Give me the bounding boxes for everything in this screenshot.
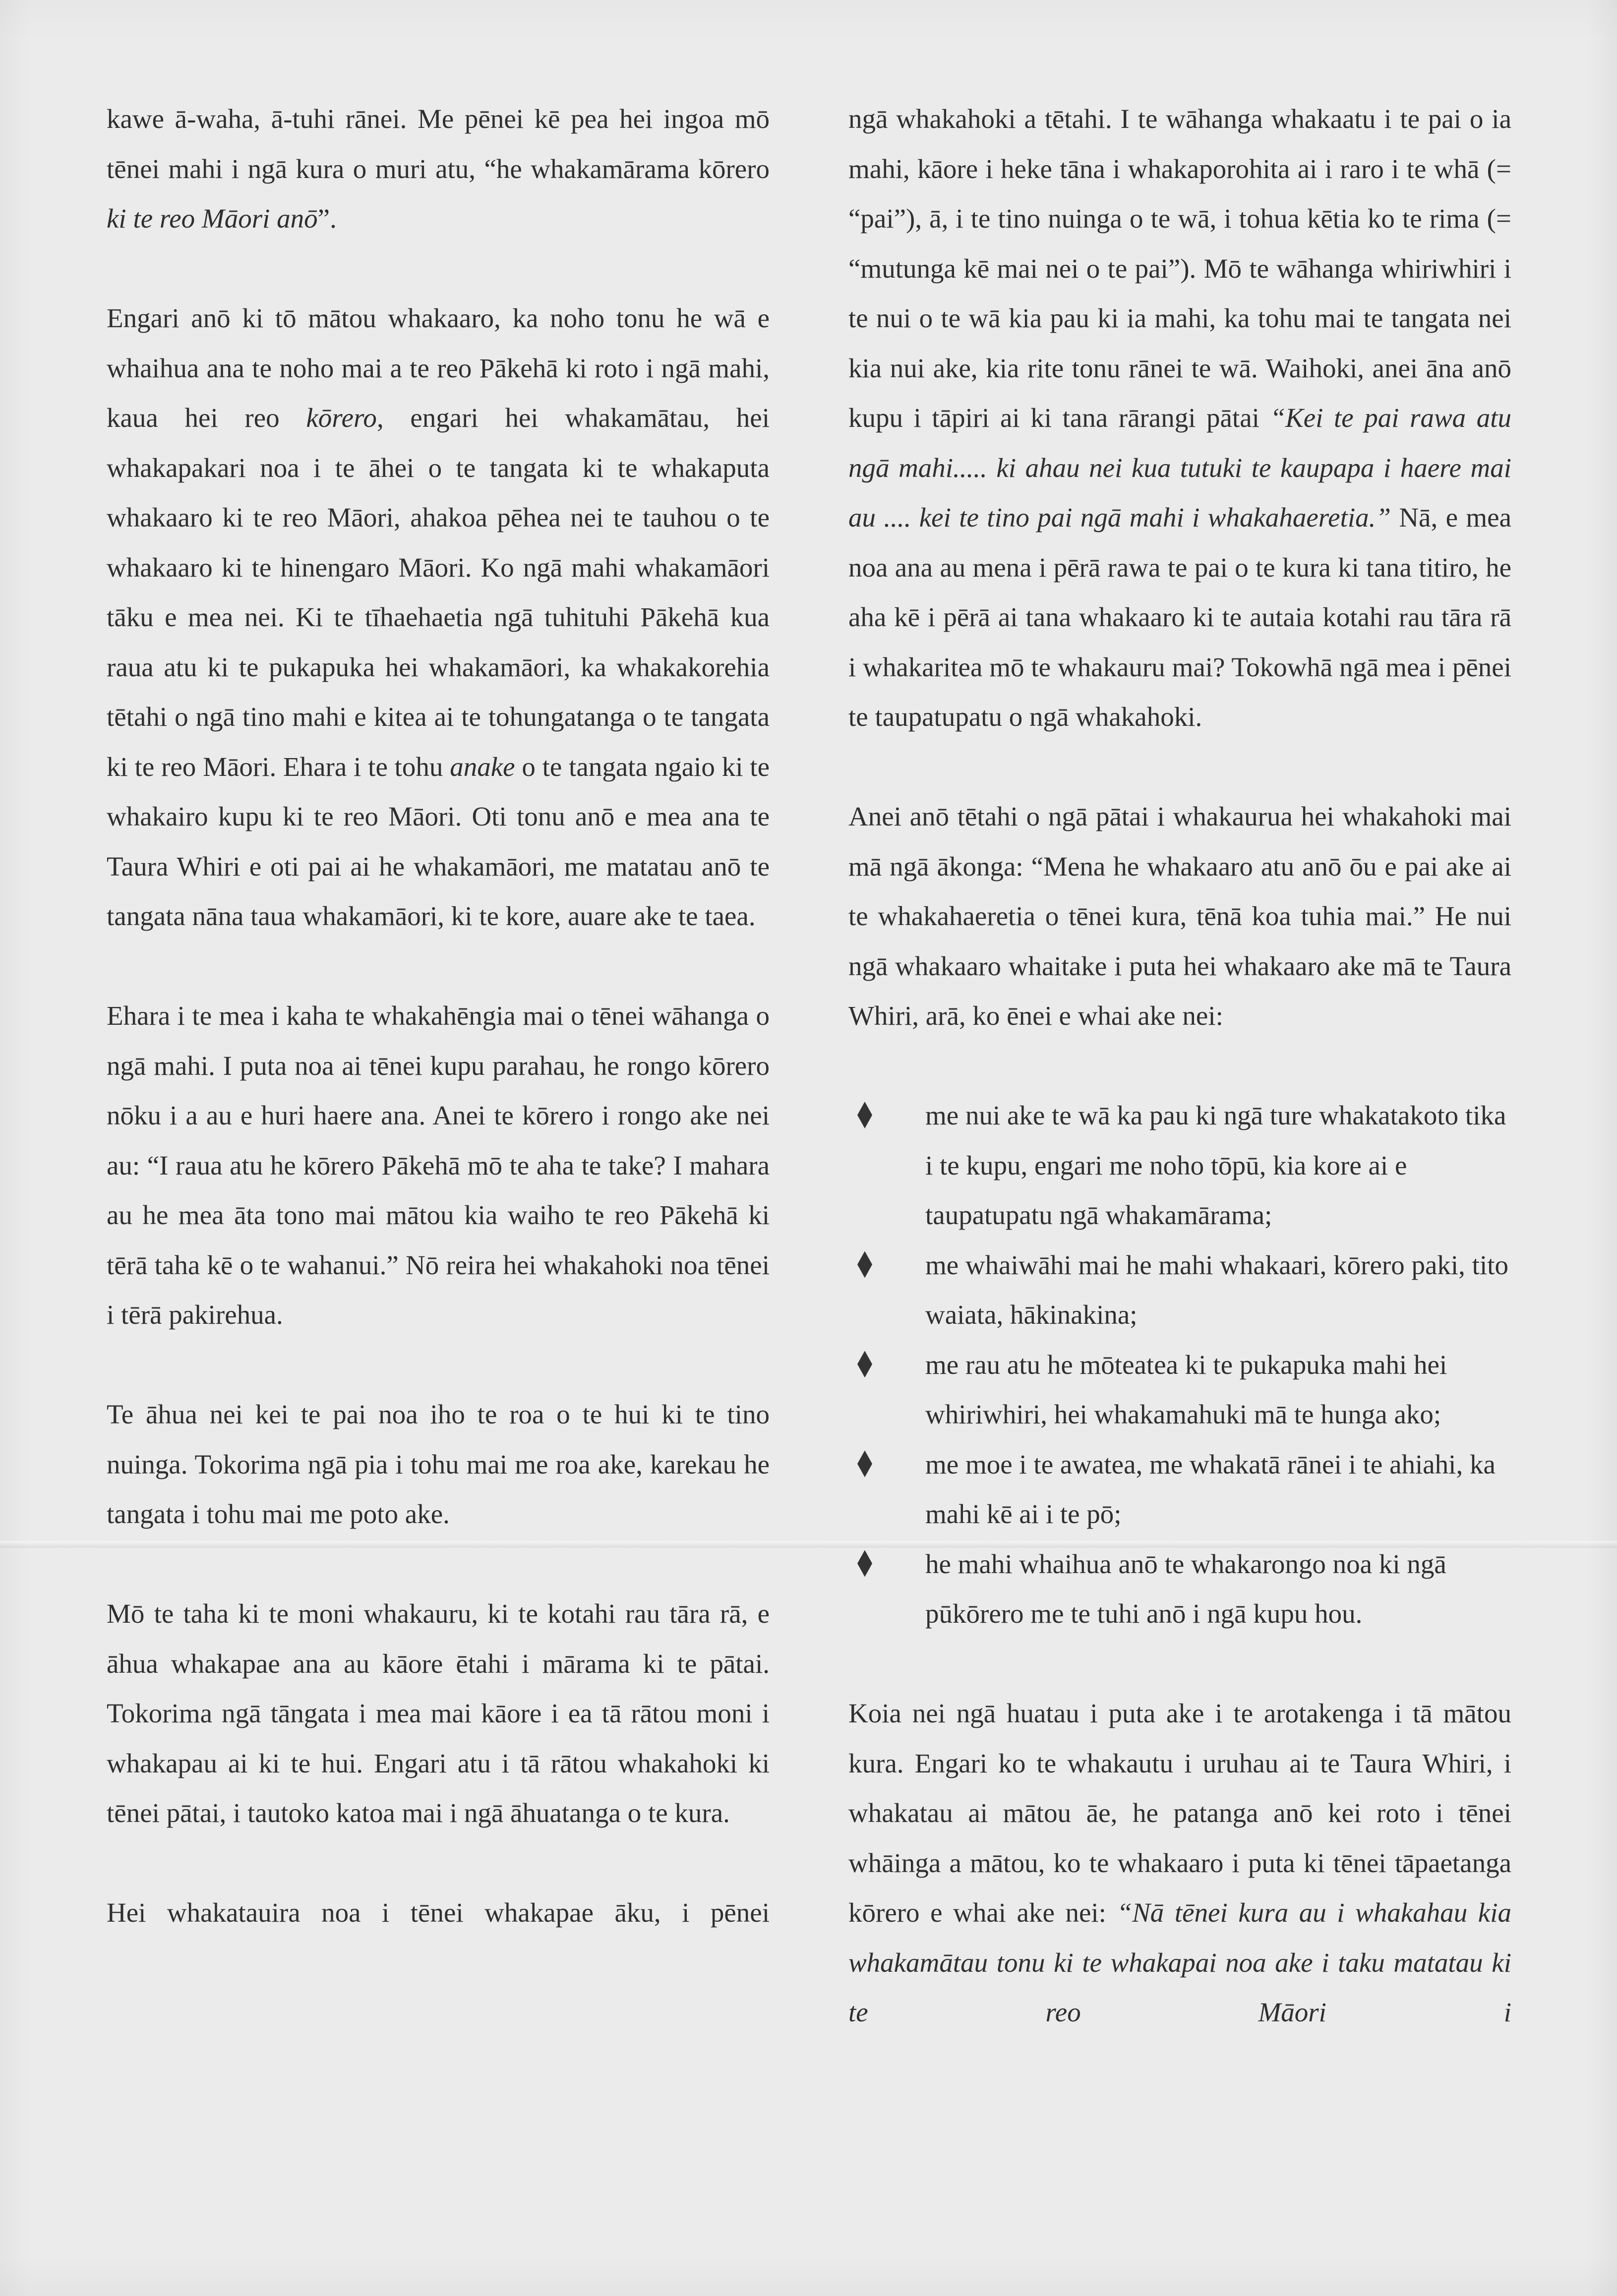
italic-quote: “Nā tēnei kura au i whakahau kia whakamātau tonu ki te whakapai noa ake i taku matatau ki te reo Māori i xyxy=(848,1897,1511,2027)
diamond-bullet-icon xyxy=(857,1102,872,1128)
text-run: kawe ā-waha, ā-tuhi rānei. Me pēnei kē pea hei ingoa mō tēnei mahi i ngā kura o muri atu, “he whakamārama kōrero xyxy=(107,104,770,184)
list-item xyxy=(848,1440,1511,1539)
left-paragraph-4: Te āhua nei kei te pai noa iho te roa o te hui ki te tino nuinga. Tokorima ngā pia i tohu mai me roa ake, karekau he tangata i tohu mai me poto ake. xyxy=(107,1399,770,1529)
list-item-text: me rau atu he mōteatea ki te pukapuka mahi hei whiriwhiri, hei whakamahuki mā te hunga ako; xyxy=(925,1349,1447,1429)
diamond-bullet-icon xyxy=(857,1351,872,1378)
suggestion-list xyxy=(848,1091,1511,1639)
text-run: Koia nei ngā huatau i puta ake i te arotakenga i tā mātou kura. Engari ko te whakautu i uruhau ai te Taura Whiri, i whakatau ai mātou āe, he patanga anō kei roto i tēnei whāinga a mātou, ko te whakaaro i puta ki tēnei tāpaetanga kōrero e whai ake nei: xyxy=(848,1698,1511,1928)
right-paragraph-3 xyxy=(848,1689,1511,2038)
diamond-bullet-icon xyxy=(857,1451,872,1477)
italic-quote: “Kei te pai rawa atu ngā mahi..... ki ahau nei kua tutuki te kaupapa i haere mai au .... kei te tino pai ngā mahi i whakahaeretia.” xyxy=(848,403,1512,532)
diamond-bullet-icon xyxy=(857,1251,872,1278)
text-run: Nā, e mea noa ana au mena i pērā rawa te pai o te kura ki tana titiro, he aha kē i pērā ai tana whakaaro ki te autaia kotahi rau tāra rā i whakaritea mō te whakauru mai? Tokowhā ngā mea i pēnei te taupatupatu o ngā whakahoki. xyxy=(848,502,1511,732)
text-run: Engari anō ki tō mātou whakaaro, ka noho tonu he wā e whaihua ana te noho mai a te reo Pākehā ki roto i ngā mahi, kaua hei reo xyxy=(107,303,770,433)
text-run: ”. xyxy=(317,203,337,234)
list-item xyxy=(848,1340,1511,1440)
left-column xyxy=(107,94,770,1938)
left-paragraph-5: Mō te taha ki te moni whakauru, ki te kotahi rau tāra rā, e āhua whakapae ana au kāore ētahi i mārama ki te pātai. Tokorima ngā tāngata i mea mai kāore i ea tā rātou moni i whakapau ai ki te hui. Engari atu i tā rātou whakahoki ki tēnei pātai, i tautoko katoa mai i ngā āhuatanga o te kura. xyxy=(107,1598,770,1828)
left-paragraph-3: Ehara i te mea i kaha te whakahēngia mai o tēnei wāhanga o ngā mahi. I puta noa ai tēnei kupu parahau, he rongo kōrero nōku i a au e huri haere ana. Anei te kōrero i rongo ake nei au: “I raua atu he kōrero Pākehā mō te aha te take? I mahara au he mea āta tono mai mātou kia waiho te reo Pākehā ki tērā taha kē o te wahanui.” Nō reira hei whakahoki noa tēnei i tērā pakirehua. xyxy=(107,1001,770,1330)
italic-text: ki te reo Māori anō xyxy=(107,203,318,234)
italic-text: anake xyxy=(450,751,515,782)
right-paragraph-2: Anei anō tētahi o ngā pātai i whakaurua hei whakahoki mai mā ngā ākonga: “Mena he whakaaro atu anō ōu e pai ake ai te whakahaeretia o tēnei kura, tēnā koa tuhia mai.” He nui ngā whakaaro whaitake i puta hei whakaaro ake mā te Taura Whiri, arā, ko ēnei e whai ake nei: xyxy=(848,801,1511,1031)
italic-text: kōrero xyxy=(306,403,377,433)
list-item-text: he mahi whaihua anō te whakarongo noa ki ngā pūkōrero me te tuhi anō i ngā kupu hou. xyxy=(925,1548,1446,1629)
left-paragraph-2 xyxy=(107,294,770,942)
text-run: o te tangata ngaio ki te whakairo kupu ki te reo Māori. Oti tonu anō e mea ana te Taura Whiri e oti pai ai he whakamāori, me matatau anō te tangata nāna taua whakamāori, ki te kore, auare ake te taea. xyxy=(107,751,770,931)
right-column xyxy=(848,94,1511,2038)
list-item-text: me moe i te awatea, me whakatā rānei i te ahiahi, ka mahi kē ai i te pō; xyxy=(925,1449,1496,1529)
list-item-text: me nui ake te wā ka pau ki ngā ture whakatakoto tika i te kupu, engari me noho tōpū, kia kore ai e taupatupatu ngā whakamārama; xyxy=(925,1100,1506,1230)
diamond-bullet-icon xyxy=(857,1550,872,1577)
list-item xyxy=(848,1539,1511,1639)
text-run: , engari hei whakamātau, hei whakapakari noa i te āhei o te tangata ki te whakaputa whakaaro ki te reo Māori, ahakoa pēhea nei te tauhou o te whakaaro ki te hinengaro Māori. Ko ngā mahi whakamāori tāku e mea nei. Ki te tīhaehaetia ngā tuhituhi Pākehā kua raua atu ki te pukapuka hei whakamāori, ka whakakorehia tētahi o ngā tino mahi e kitea ai te tohungatanga o te tangata ki te reo Māori. Ehara i te tohu xyxy=(107,403,770,782)
list-item xyxy=(848,1240,1511,1340)
list-item-text: me whaiwāhi mai he mahi whakaari, kōrero paki, tito waiata, hākinakina; xyxy=(925,1249,1509,1330)
left-paragraph-6: Hei whakatauira noa i tēnei whakapae āku, i pēnei xyxy=(107,1897,770,1928)
list-item xyxy=(848,1091,1511,1240)
text-run: ngā whakahoki a tētahi. I te wāhanga whakaatu i te pai o ia mahi, kāore i heke tāna i whakaporohita ai i raro i te whā (= “pai”), ā, i te tino nuinga o te wā, i tohua kētia ko te rima (= “mutunga kē mai nei o te pai”). Mō te wāhanga whiriwhiri i te nui o te wā kia pau ki ia mahi, ka tohu mai te tangata nei kia nui ake, kia rite tonu rānei te wā. Waihoki, anei āna anō kupu i tāpiri ai ki tana rārangi pātai xyxy=(848,104,1511,433)
right-paragraph-1 xyxy=(848,94,1511,742)
left-paragraph-1 xyxy=(107,94,770,244)
